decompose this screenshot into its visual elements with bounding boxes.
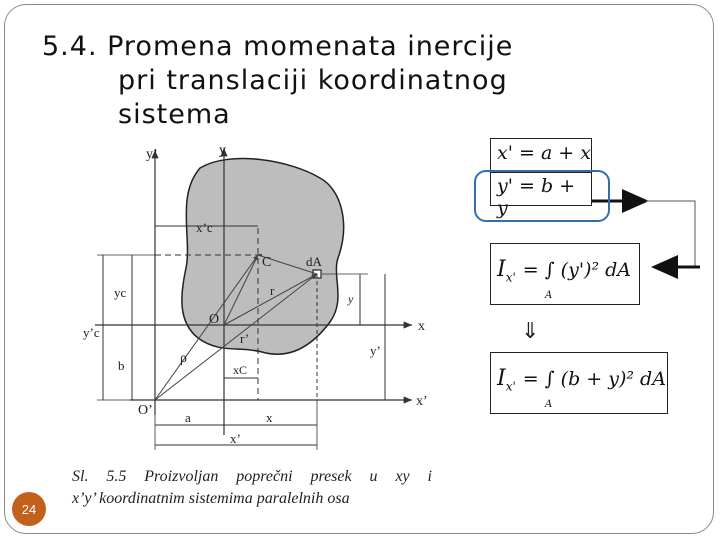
label-y-small: y <box>348 292 354 306</box>
label-origin-O-prime: O’ <box>138 403 153 418</box>
caption-line-1: Sl. 5.5 Proizvoljan poprečni presek u xy i <box>72 468 432 485</box>
label-origin-O: O <box>209 312 220 327</box>
integral1-body: = ∫ (y')² dA <box>522 259 632 281</box>
label-r: r <box>270 283 275 298</box>
title-line-1: 5.4. Promena momenata inercije <box>42 31 514 62</box>
label-dA: dA <box>306 254 322 269</box>
integral1-sub: x' <box>505 270 516 285</box>
figure-caption <box>72 466 432 510</box>
label-b: b <box>118 358 125 373</box>
highlight-y-prime-equation <box>474 170 610 222</box>
equation-x-prime: x' = a + x <box>491 139 591 173</box>
label-x-dim: x <box>266 410 273 425</box>
label-centroid: C <box>262 255 272 270</box>
integral1-lower-limit: A <box>545 290 553 301</box>
label-x-prime-axis: x’ <box>416 394 428 409</box>
implies-arrow: ⇓ <box>521 318 540 343</box>
title-line-3: sistema <box>118 99 231 130</box>
integral2-lower-limit: A <box>545 399 553 410</box>
caption-line-2: x’y’ koordinatnim sistemima paralelnih osa <box>72 490 350 507</box>
label-y-prime-axis: y’ <box>146 147 158 162</box>
label-yc: yc <box>114 285 127 300</box>
label-yc-prime: y’c <box>83 325 100 340</box>
label-xc: xC <box>233 363 248 377</box>
page-number-badge: 24 <box>12 492 46 526</box>
label-y-prime-dim: y’ <box>370 343 381 358</box>
label-x-axis: x <box>418 319 425 334</box>
integral2-sub: x' <box>505 379 516 394</box>
label-a: a <box>185 410 191 425</box>
integral2-lhs: I <box>497 366 506 391</box>
label-rho: ρ <box>180 351 187 366</box>
title-line-2: pri translaciji koordinatnog <box>118 65 508 96</box>
label-r-prime: r’ <box>240 331 250 346</box>
label-xc-prime: x’c <box>196 220 213 235</box>
integral-box-2 <box>490 352 668 414</box>
label-y-axis: y <box>219 143 226 158</box>
equation-y-prime: y' = b + y <box>497 175 576 219</box>
label-x-prime-dim: x’ <box>230 431 241 446</box>
integral2-body: = ∫ (b + y)² dA <box>522 368 666 390</box>
integral1-lhs: I <box>497 257 506 282</box>
integral-box-1 <box>490 243 640 305</box>
